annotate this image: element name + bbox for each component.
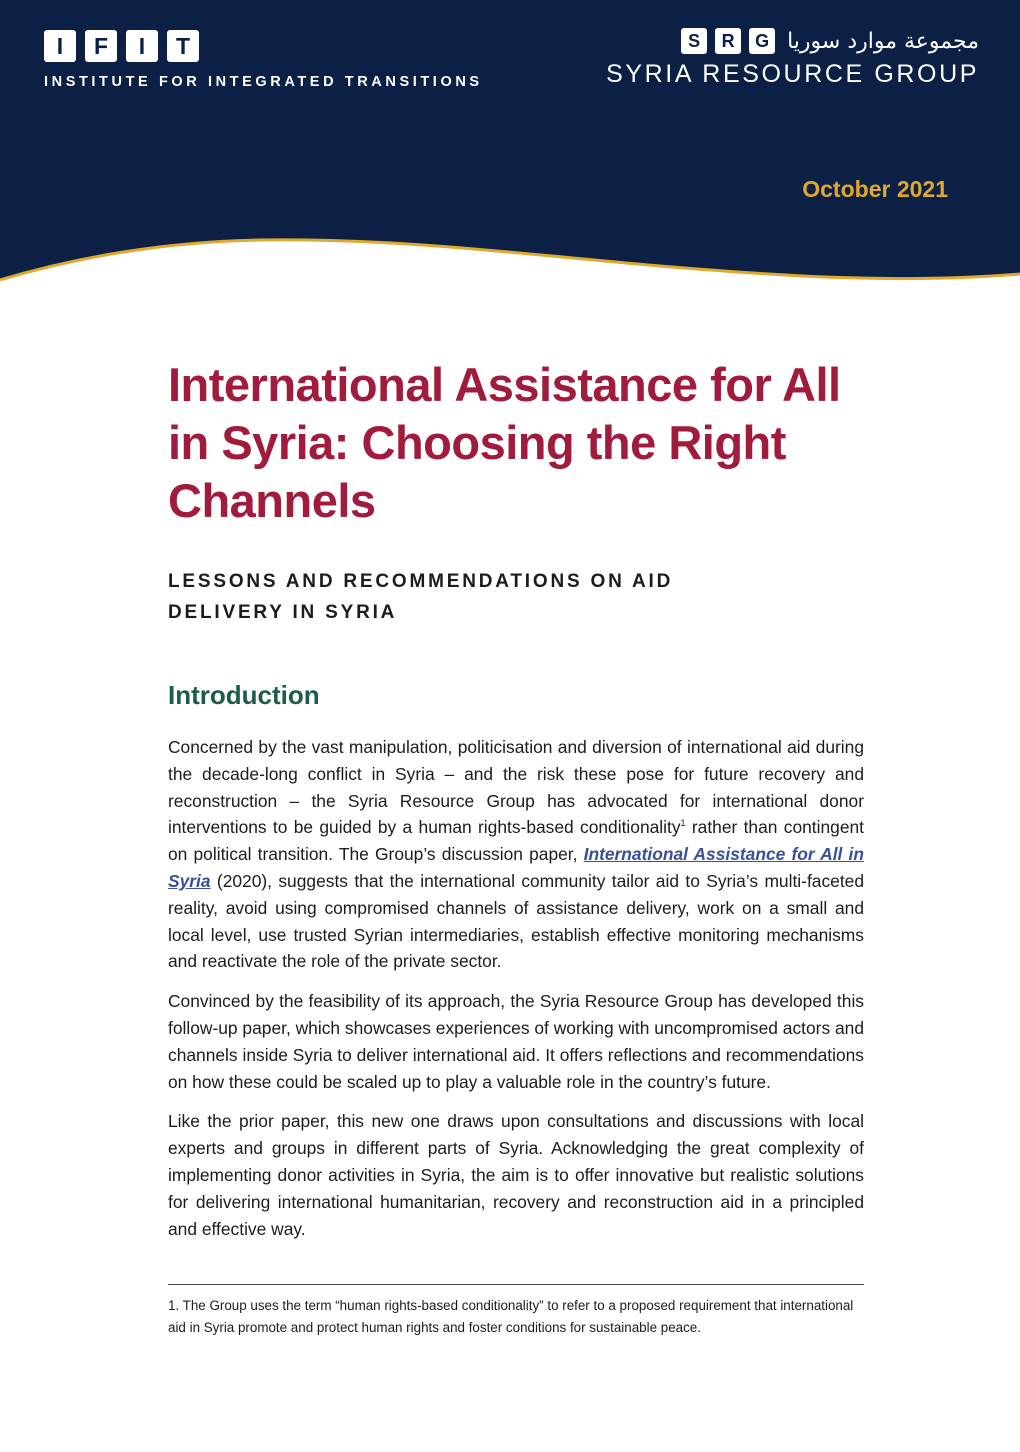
ifit-letter-boxes [44,30,483,62]
section-heading-introduction: Introduction [168,680,320,710]
srg-logo-row [606,28,979,54]
discussion-paper-link[interactable]: International Assistance for All in Syria [168,844,864,891]
ifit-letter-f: F [85,30,117,62]
srg-letter-g: G [749,28,775,54]
ifit-letter-i2: I [126,30,158,62]
srg-letter-s: S [681,28,707,54]
ifit-name: INSTITUTE FOR INTEGRATED TRANSITIONS [44,74,483,90]
paragraph-1-part-3: (2020), suggests that the international community tailor aid to Syria’s multi-faceted reality, avoid using compromised channels of assistance delivery, work on a small and local level, use trusted Syrian intermediaries, establish effective monitoring mechanisms and reactivate the role of the private sector. [168,870,864,972]
paragraph-1 [168,734,864,975]
footnote-marker[interactable]: 1 [680,818,686,829]
document-title: International Assistance for All in Syria: Choosing the Right Channels [168,358,841,527]
header-banner [0,0,1020,300]
ifit-letter-t: T [167,30,199,62]
paragraph-3: Like the prior paper, this new one draws upon consultations and discussions with local experts and groups in different parts of Syria. Acknowledging the great complexity of implementing donor activities in Syria, the aim is to offer innovative but realistic solutions for delivering international humanitarian, recovery and reconstruction aid in a principled and effective way. [168,1111,864,1239]
publication-date: October 2021 [802,176,948,202]
srg-letter-r: R [715,28,741,54]
ifit-logo [44,30,483,90]
paragraph-1-part-1: Concerned by the vast manipulation, politicisation and diversion of international aid during the decade-long conflict in Syria – and the risk these pose for future recovery and reconstruction – the Syria Resource Group has advocated for international donor interventions to be guided by a human rights-based conditionality [168,737,864,838]
footnote-divider [168,1284,864,1285]
footnote-1: 1. The Group uses the term “human rights-based conditionality” to refer to a proposed requirement that international aid in Syria promote and protect human rights and foster conditions for sustainable peace. [168,1298,854,1335]
srg-arabic-name: مجموعة موارد سوريا [787,28,979,54]
srg-name: SYRIA RESOURCE GROUP [606,60,979,88]
ifit-letter-i: I [44,30,76,62]
paragraph-2: Convinced by the feasibility of its approach, the Syria Resource Group has developed this follow-up paper, which showcases experiences of working with uncompromised actors and channels inside Syria to deliver international aid. It offers reflections and recommendations on how these could be scaled up to play a valuable role in the country’s future. [168,991,864,1092]
document-subtitle: LESSONS AND RECOMMENDATIONS ON AID DELIVERY IN SYRIA [168,571,674,623]
body-text [168,734,864,1255]
srg-logo [606,28,979,89]
paragraph-1-part-2: rather than contingent on political transition. The Group’s discussion paper, [168,817,864,865]
